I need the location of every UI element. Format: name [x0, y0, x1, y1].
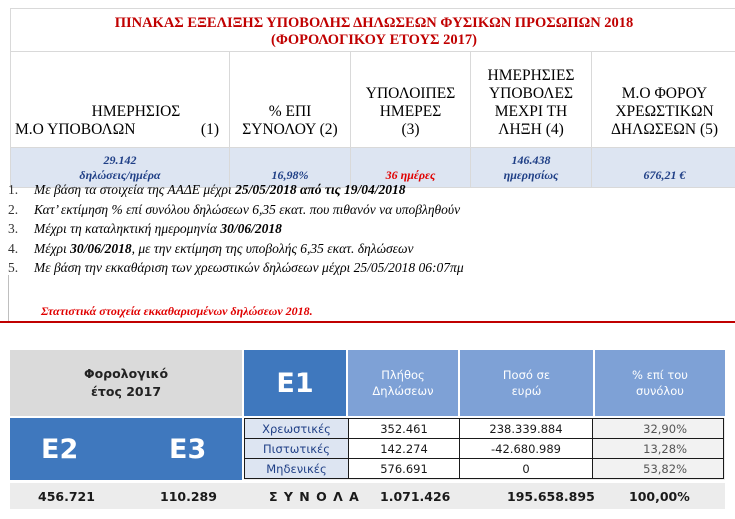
- column-header-amount-line2: ευρώ: [511, 384, 542, 398]
- table-row: [245, 459, 724, 479]
- column-header-pct: [595, 350, 725, 416]
- total-e2: 456.721: [38, 489, 95, 504]
- footnote-bold: 30/06/2018: [220, 221, 282, 236]
- header-avg-tax-debit-line1: Μ.Ο ΦΟΡΟΥ: [621, 85, 708, 102]
- footnote-bold: 30/06/2018: [70, 240, 132, 256]
- fiscal-year-tile: [10, 350, 242, 416]
- returns-grid: [244, 418, 725, 480]
- row-count: 576.691: [349, 459, 460, 479]
- total-count: 1.071.426: [380, 489, 451, 504]
- e3-label: E3: [169, 434, 207, 465]
- value-daily-until-deadline-number: 146.438: [511, 152, 551, 167]
- header-avg-tax-debit: [592, 52, 735, 148]
- header-remaining-days-line2: ΗΜΕΡΕΣ: [379, 103, 442, 120]
- table-title-line2: (ΦΟΡΟΛΟΓΙΚΟΥ ΕΤΟΥΣ 2017): [271, 31, 477, 48]
- footnote-item: [8, 258, 734, 278]
- totals-label: Σ Υ Ν Ο Λ Α: [269, 489, 360, 504]
- table-row: [245, 439, 724, 459]
- header-daily-until-deadline: [471, 52, 592, 148]
- returns-table: [244, 418, 724, 479]
- footnote-text: Κατ’ εκτίμηση % επί συνόλου δηλώσεων 6,35 εκατ. που πιθανόν να υποβληθούν: [34, 201, 461, 217]
- table-title-line1: ΠΙΝΑΚΑΣ ΕΞΕΛΙΞΗΣ ΥΠΟΒΟΛΗΣ ΔΗΛΩΣΕΩΝ ΦΥΣΙΚΩΝ ΠΡΟΣΩΠΩΝ 2018: [114, 14, 634, 31]
- column-header-amount-line1: Ποσό σε: [502, 368, 551, 382]
- header-pct-total: [230, 52, 351, 148]
- footnote-number: 3.: [8, 221, 19, 236]
- column-header-count: [348, 350, 458, 416]
- value-daily-avg-unit: δηλώσεις/ημέρα: [79, 167, 161, 182]
- header-daily-avg: [11, 52, 230, 148]
- header-daily-until-deadline-line2: ΥΠΟΒΟΛΕΣ: [488, 85, 574, 102]
- column-header-count-line2: Δηλώσεων: [372, 384, 434, 398]
- footnote-text: Με βάση την εκκαθάριση των χρεωστικών δηλώσεων μέχρι 25/05/2018 06:07πμ: [34, 260, 464, 275]
- totals-row: [10, 483, 725, 509]
- row-amount: 238.339.884: [460, 419, 593, 439]
- left-margin-line: [8, 275, 9, 322]
- column-header-pct-line2: συνόλου: [636, 384, 684, 398]
- header-daily-until-deadline-line1: ΗΜΕΡΗΣΙΕΣ: [487, 67, 575, 84]
- row-label: Χρεωστικές: [245, 419, 349, 439]
- header-daily-until-deadline-line3: ΜΕΧΡΙ ΤΗ: [494, 103, 568, 120]
- footnote-number: 2.: [8, 201, 19, 217]
- footnote-item: [8, 180, 734, 200]
- footnote-number: 4.: [8, 240, 19, 256]
- footnote-number: 1.: [8, 182, 19, 197]
- header-daily-until-deadline-line4: ΛΗΞΗ (4): [498, 121, 564, 138]
- footnote-number: 5.: [8, 260, 19, 275]
- row-count: 142.274: [349, 439, 460, 459]
- table-title: [11, 9, 735, 52]
- footnotes-list: [8, 180, 734, 278]
- total-pct: 100,00%: [629, 489, 690, 504]
- column-header-pct-line1: % επί του: [632, 368, 688, 382]
- footnote-bold: 25/05/2018 από τις 19/04/2018: [235, 182, 406, 197]
- red-divider: [0, 321, 735, 323]
- value-remaining-days-text: 36 ημέρες: [385, 168, 436, 182]
- column-header-amount: [460, 350, 593, 416]
- value-daily-until-deadline-unit: ημερησίως: [503, 167, 559, 182]
- footnote-item: [8, 239, 734, 259]
- row-pct: 13,28%: [593, 439, 724, 459]
- row-count: 352.461: [349, 419, 460, 439]
- footnote-item: [8, 200, 734, 220]
- footnote-item: [8, 219, 734, 239]
- header-daily-avg-line2: Μ.Ο ΥΠΟΒΟΛΩΝ: [15, 121, 136, 138]
- column-header-count-line1: Πλήθος: [381, 368, 425, 382]
- header-pct-total-line2: ΣΥΝΟΛΟΥ (2): [242, 121, 338, 138]
- row-label: Μηδενικές: [245, 459, 349, 479]
- total-amount: 195.658.895: [507, 489, 595, 504]
- fiscal-year-line1: Φορολογικό: [83, 366, 169, 381]
- e2-e3-tile: [10, 418, 242, 480]
- footnote-text-after: , με την εκτίμηση της υποβολής 6,35 εκατ. δηλώσεων: [131, 240, 414, 256]
- footnote-text: Με βάση τα στοιχεία της ΑΑΔΕ μέχρι: [34, 182, 236, 197]
- table-row: [245, 419, 724, 439]
- header-daily-avg-line1: ΗΜΕΡΗΣΙΟΣ: [91, 103, 181, 120]
- total-e3: 110.289: [160, 489, 217, 504]
- footnote-text: Μέχρι τη καταληκτική ημερομηνία: [34, 221, 221, 236]
- header-remaining-days: [351, 52, 471, 148]
- value-daily-avg-number: 29.142: [103, 152, 137, 167]
- e1-tile: E1: [244, 350, 346, 416]
- header-remaining-days-line3: (3): [401, 121, 420, 138]
- footnote-text: Μέχρι: [34, 240, 71, 256]
- header-daily-avg-num: (1): [200, 121, 219, 138]
- header-avg-tax-debit-line3: ΔΗΛΩΣΕΩΝ (5): [610, 121, 719, 138]
- value-pct-total-text: 16,98%: [271, 168, 309, 182]
- row-amount: 0: [460, 459, 593, 479]
- e2-label: E2: [41, 434, 79, 465]
- submission-progress-table: [10, 8, 735, 188]
- stats-caption: Στατιστικά στοιχεία εκκαθαρισμένων δηλώσεων 2018.: [41, 304, 313, 318]
- row-pct: 53,82%: [593, 459, 724, 479]
- header-pct-total-line1: % ΕΠΙ: [268, 103, 312, 120]
- value-avg-tax-debit-text: 676,21 €: [643, 168, 686, 182]
- header-avg-tax-debit-line2: ΧΡΕΩΣΤΙΚΩΝ: [615, 103, 714, 120]
- row-label: Πιστωτικές: [245, 439, 349, 459]
- fiscal-year-line2: έτος 2017: [90, 384, 162, 399]
- row-pct: 32,90%: [593, 419, 724, 439]
- cleared-returns-infographic: [0, 350, 735, 519]
- row-amount: -42.680.989: [460, 439, 593, 459]
- header-remaining-days-line1: ΥΠΟΛΟΙΠΕΣ: [365, 85, 456, 102]
